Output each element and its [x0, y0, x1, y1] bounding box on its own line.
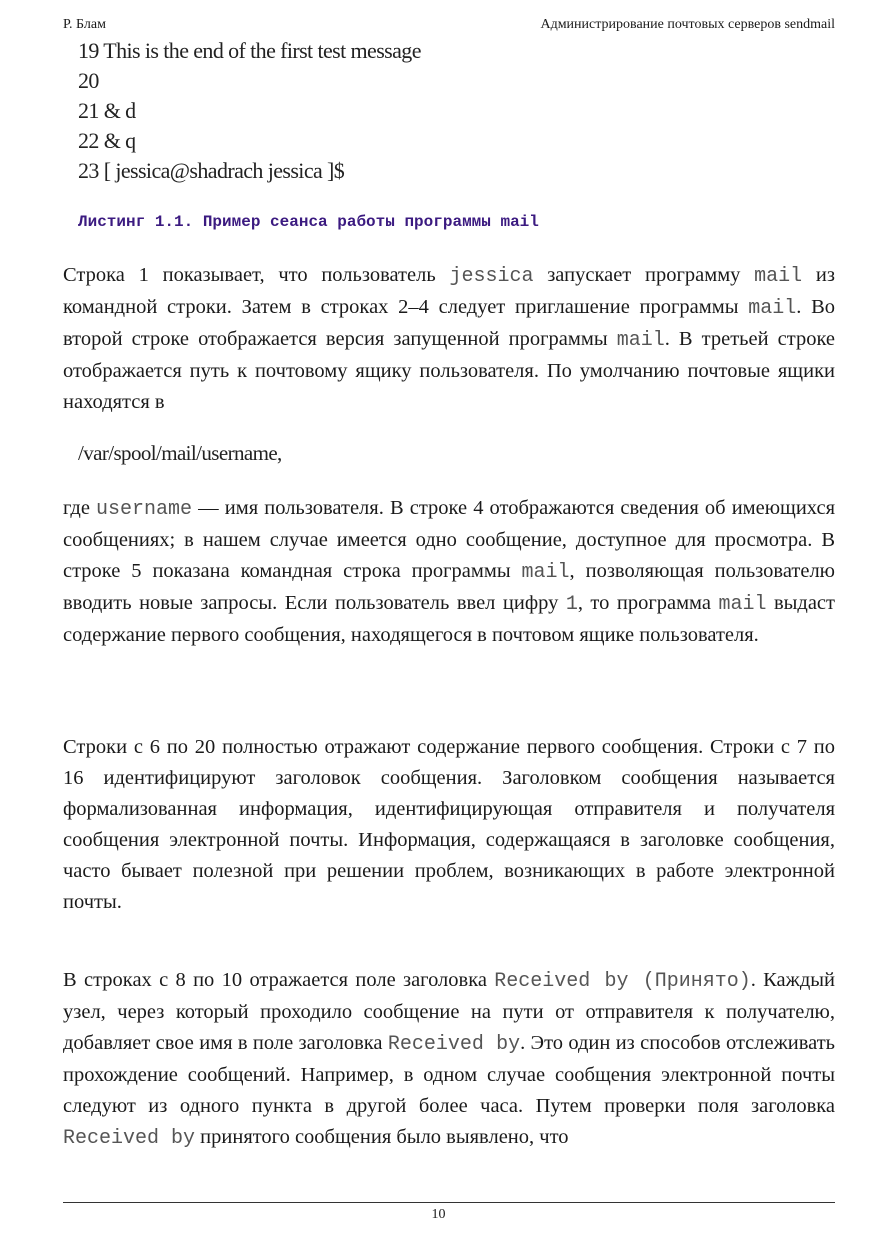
p2-code-mail-2: mail [718, 593, 767, 616]
code-line-22: 22 & q [78, 128, 136, 153]
p4-text-2: . Каждый узел, через который проходило сообщение на пути от отправителя к получателю, добавляет свое имя в поле заголовка [63, 969, 835, 1054]
code-line-21: 21 & d [78, 98, 136, 123]
p4-text-3: . Это один из способов отслеживать прохождение сообщений. Например, в одном случае сообщения электронной почты следуют из одного пункта в другой более часа. Путем проверки поля заголовка [63, 1032, 835, 1117]
p4-text-4: принятого сообщения было выявлено, что [195, 1126, 569, 1148]
p2-code-mail-1: mail [521, 561, 570, 584]
p4-text-1: В строках с 8 по 10 отражается поле заголовка [63, 969, 495, 991]
p1-text-5: . В третьей строке отображается путь к почтовому ящику пользователя. По умолчанию почтовые ящики находятся в [63, 328, 835, 413]
p4-code-received-by-3: Received by [63, 1127, 196, 1150]
p2-text-4: , то программа [577, 592, 719, 614]
footer-divider [63, 1202, 835, 1203]
p2-code-username: username [96, 498, 193, 521]
p2-code-digit: 1 [565, 593, 578, 616]
p1-text-3: из командной строки. Затем в строках 2–4 следует приглашение программы [63, 264, 835, 318]
paragraph-1 [63, 260, 835, 418]
listing-caption: Листинг 1.1. Пример сеанса работы программы mail [78, 213, 539, 231]
paragraph-3: Строки с 6 по 20 полностью отражают содержание первого сообщения. Строки с 7 по 16 идентифицируют заголовок сообщения. Заголовком сообщения называется формализованная информация, идентифицирующая отправителя и получателя сообщения электронной почты. Информация, содержащаяся в заголовке сообщения, часто бывает полезной при решении проблем, возникающих в работе электронной почты. [63, 736, 835, 913]
p1-code-jessica: jessica [449, 265, 534, 288]
mailbox-path: /var/spool/mail/username, [78, 441, 282, 465]
paragraph-4 [63, 965, 835, 1154]
p1-text-1: Строка 1 показывает, что пользователь [63, 264, 450, 286]
paragraph-2 [63, 493, 835, 651]
p2-text-1: где [63, 497, 97, 519]
p1-code-mail-2: mail [748, 297, 797, 320]
p1-code-mail-3: mail [616, 329, 665, 352]
p2-text-2: — имя пользователя. В строке 4 отображаются сведения об имеющихся сообщениях; в нашем случае имеется одно сообщение, доступное для просмотра. В строке 5 показана командная строка программы [63, 497, 835, 582]
code-line-19: 19 This is the end of the first test message [78, 38, 421, 63]
p2-text-5: выдаст содержание первого сообщения, находящегося в почтовом ящике пользователя. [63, 592, 835, 646]
p4-code-received-by-1: Received by (Принято) [494, 970, 751, 993]
code-line-20: 20 [78, 68, 99, 93]
p1-text-4: . Во второй строке отображается версия запущенной программы [63, 296, 835, 350]
header-author: Р. Блам [63, 17, 106, 32]
p2-text-3: , позволяющая пользователю вводить новые запросы. Если пользователь ввел цифру [63, 560, 835, 614]
page-number: 10 [431, 1207, 446, 1222]
p1-code-mail-1: mail [754, 265, 803, 288]
code-line-23: 23 [ jessica@shadrach jessica ]$ [78, 158, 345, 183]
p4-code-received-by-2: Received by [387, 1033, 521, 1056]
header-title: Администрирование почтовых серверов sendmail [540, 17, 835, 32]
p1-text-2: запускает программу [533, 264, 755, 286]
